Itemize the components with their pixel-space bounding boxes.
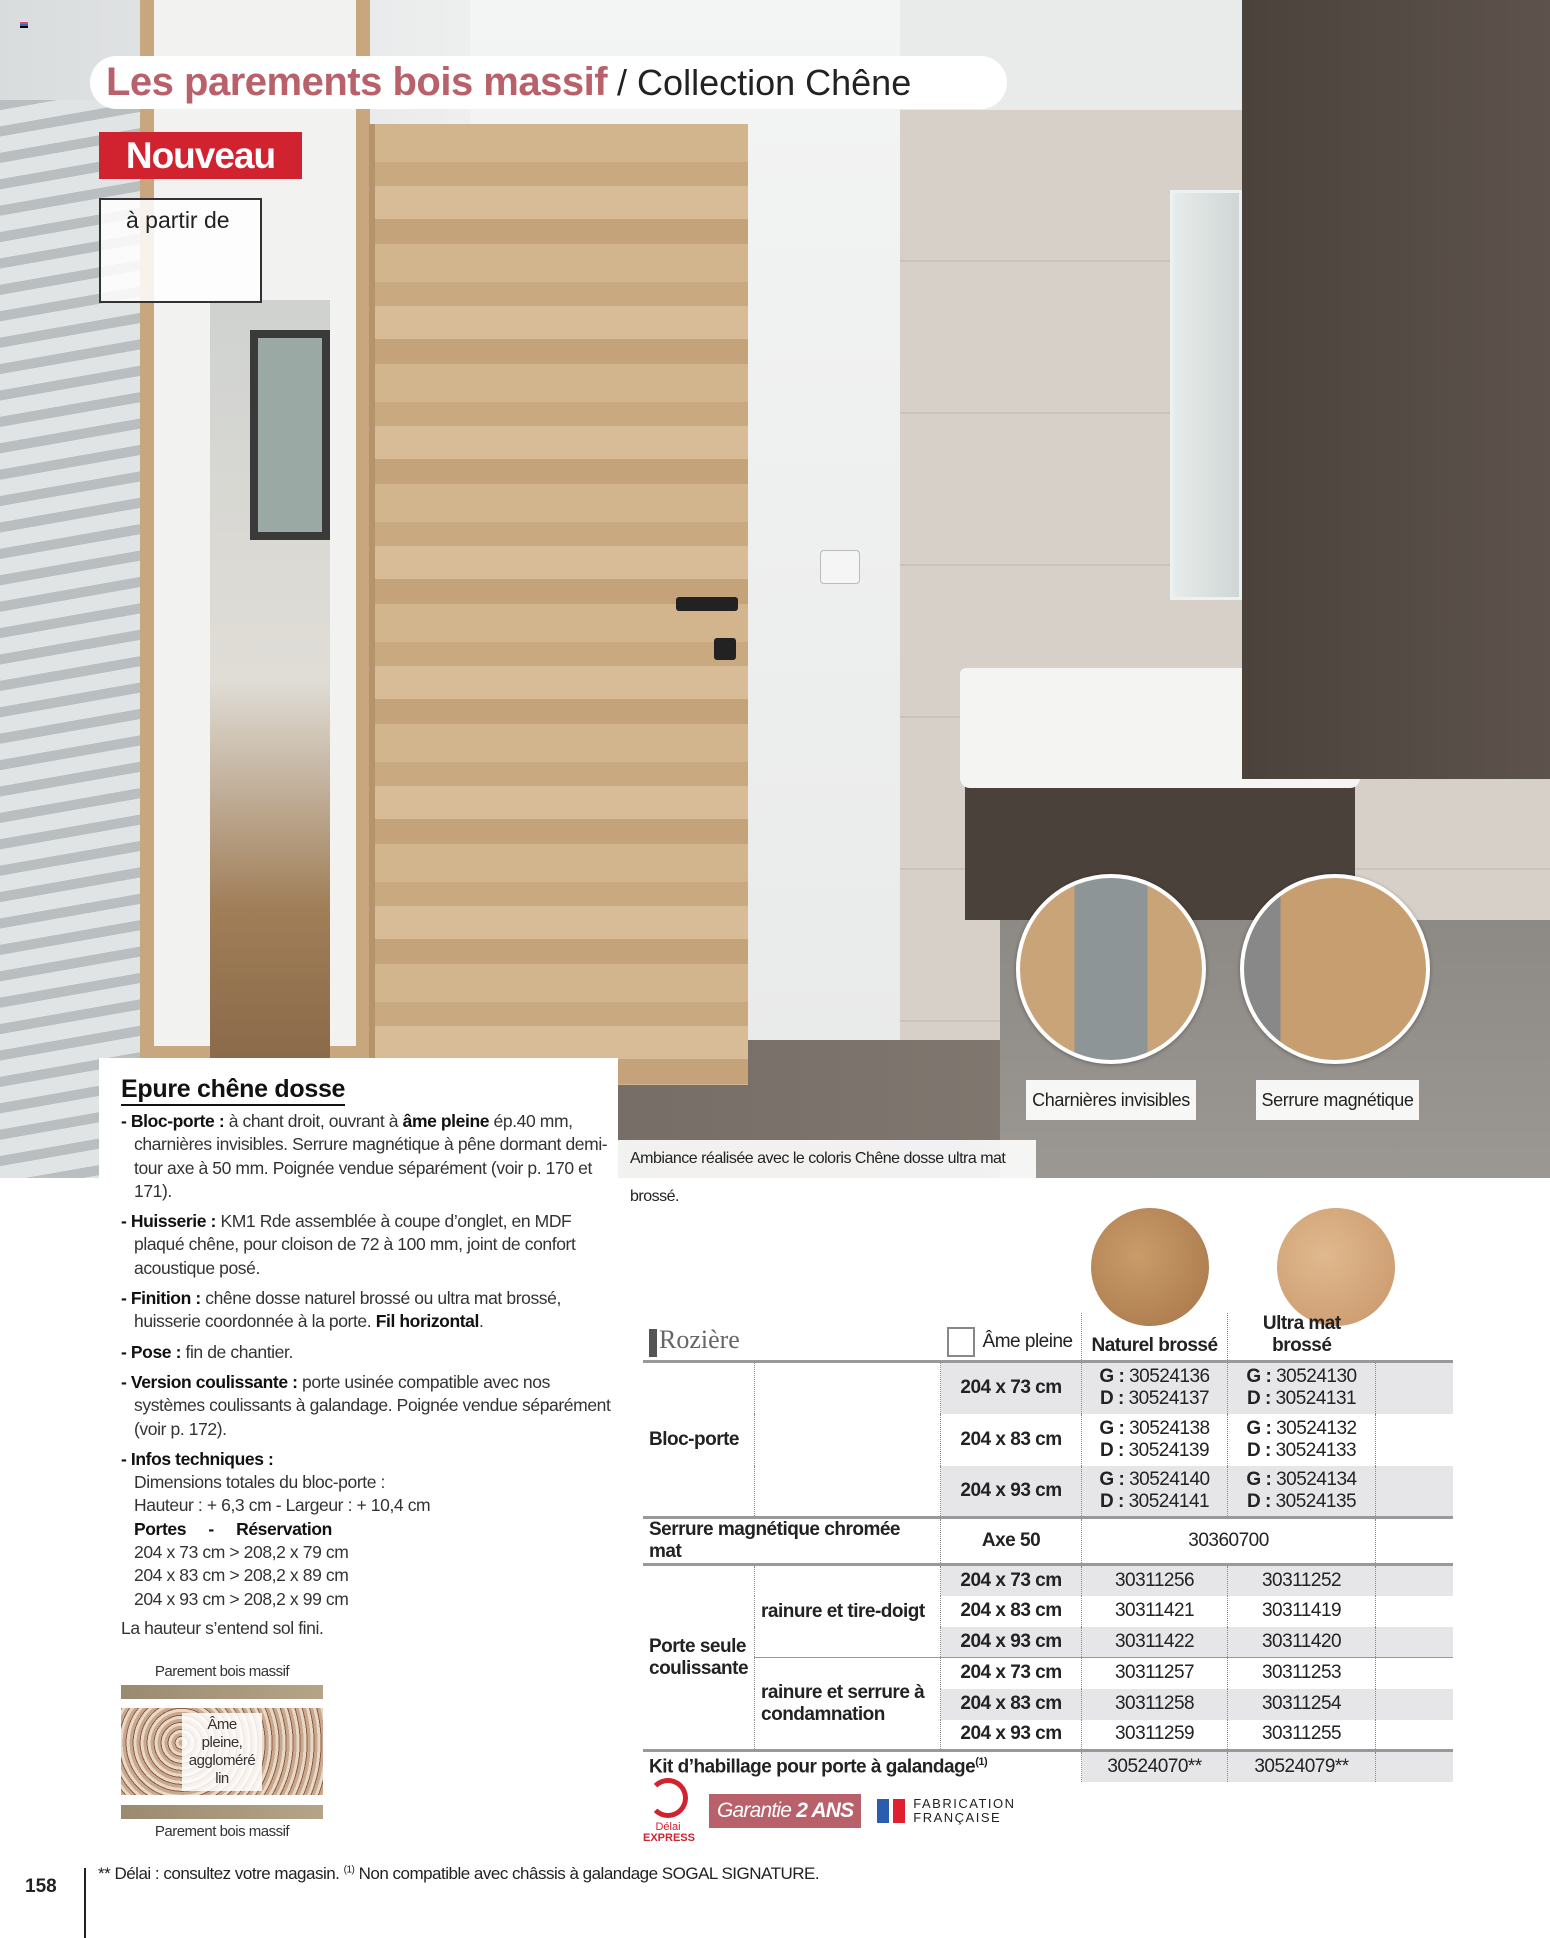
badges <box>643 1778 1016 1844</box>
core-label: Âme pleine, aggloméré lin <box>182 1713 262 1791</box>
door-handle <box>676 597 738 611</box>
table-row: Serrure magnétique chromée mat Axe 50 30360700 <box>643 1518 1453 1565</box>
spec-bloc-porte: - Bloc-porte : à chant droit, ouvrant à âme pleine ép.40 mm, charnières invisibles. Serrure magnétique à pêne dormant demi-tour axe à 50 mm. Poignée vendue séparément (voir p. 170 et 171). <box>121 1111 608 1201</box>
reference-table <box>643 1313 1453 1782</box>
rozière-door-icon <box>649 1329 657 1357</box>
product-description <box>121 1074 611 1640</box>
swatch-naturel-brosse <box>1091 1208 1209 1326</box>
print-color-mark <box>20 22 28 28</box>
made-in-france-badge: FABRICATION FRANÇAISE <box>877 1797 1015 1825</box>
row-label: Bloc-porte <box>649 1428 739 1450</box>
stopwatch-icon <box>648 1778 688 1818</box>
brand-logo: Rozière <box>643 1313 941 1362</box>
table-row: 204 x 83 cm 30311421 30311419 <box>643 1596 1453 1627</box>
page-title <box>90 56 1007 109</box>
core-header: Âme pleine <box>982 1331 1073 1353</box>
table-header <box>643 1313 1453 1362</box>
french-flag-icon <box>877 1799 905 1823</box>
lock-detail-image <box>1240 874 1430 1064</box>
infos-row: 204 x 73 cm > 208,2 x 79 cm <box>134 1542 349 1563</box>
product-title: Epure chêne dosse <box>121 1074 345 1106</box>
table-row: 204 x 93 cm 30311422 30311420 <box>643 1627 1453 1658</box>
swatch-ultra-mat-brosse <box>1277 1208 1395 1326</box>
new-badge: Nouveau <box>99 132 302 179</box>
table-row: rainure et serrure à condamnation 204 x 73 cm 30311257 30311253 <box>643 1658 1453 1689</box>
door-lock-rose <box>714 638 736 660</box>
wall-socket <box>820 550 860 584</box>
wall-cabinet <box>1242 0 1550 779</box>
table-row: 204 x 93 cm G : 30524140 D : 30524141 G : 30524134 D : 30524135 <box>643 1466 1453 1518</box>
core-layer <box>121 1708 323 1795</box>
infos-line: Hauteur : + 6,3 cm - Largeur : + 10,4 cm <box>134 1495 431 1516</box>
hinge-label: Charnières invisibles <box>1026 1080 1196 1120</box>
spec-finition: - Finition : chêne dosse naturel brossé ou ultra mat brossé, huisserie coordonnée à la porte. Fil horizontal. <box>121 1288 561 1332</box>
spec-infos: - Infos techniques : <box>121 1448 274 1469</box>
title-main: Les parements bois massif <box>106 60 608 104</box>
table-row: Bloc-porte 204 x 73 cm G : 30524136 D : 30524137 G : 30524130 D : 30524131 <box>643 1362 1453 1414</box>
veneer-layer-bottom <box>121 1805 323 1819</box>
price-box <box>99 198 262 303</box>
infos-line: Dimensions totales du bloc-porte : <box>134 1472 385 1493</box>
table-row: 204 x 83 cm 30311258 30311254 <box>643 1689 1453 1720</box>
hinge-detail-image <box>1016 874 1206 1064</box>
window <box>250 330 330 540</box>
col-ultra: Ultra mat brossé <box>1228 1313 1376 1362</box>
col-naturel: Naturel brossé <box>1082 1313 1228 1362</box>
title-sub: / Collection Chêne <box>617 61 912 103</box>
table-row: 204 x 93 cm 30311259 30311255 <box>643 1720 1453 1751</box>
lock-label: Serrure magnétique <box>1256 1080 1419 1120</box>
footnote: ** Délai : consultez votre magasin. $^{(1)}$ Non compatible avec châssis à galandage SOGAL SIGNATURE. <box>98 1864 820 1883</box>
delai-express-badge: Délai EXPRESS <box>643 1778 693 1844</box>
table-row: 204 x 83 cm G : 30524138 D : 30524139 G : 30524132 D : 30524133 <box>643 1414 1453 1466</box>
height-note: La hauteur s’entend sol fini. <box>121 1617 324 1638</box>
spec-coulissante: - Version coulissante : porte usinée compatible avec nos systèmes coulissants à galandage. Poignée vendue séparément (voir p. 172). <box>121 1371 611 1439</box>
table-row: Porte seule coulissante rainure et tire-doigt 204 x 73 cm 30311256 30311252 <box>643 1565 1453 1596</box>
price-label: à partir de <box>126 207 230 233</box>
diagram-top-label: Parement bois massif <box>154 1663 290 1680</box>
diagram-bottom-label: Parement bois massif <box>154 1823 290 1840</box>
guarantee-badge: Garantie 2 ANS <box>709 1794 861 1828</box>
infos-head: Portes - Réservation <box>134 1518 332 1539</box>
divider <box>84 1868 86 1938</box>
mirror <box>1170 190 1242 600</box>
veneer-layer-top <box>121 1685 323 1699</box>
spec-pose: - Pose : fin de chantier. <box>121 1341 293 1362</box>
page-number: 158 <box>25 1876 57 1897</box>
infos-row: 204 x 93 cm > 208,2 x 99 cm <box>134 1588 349 1609</box>
photo-caption: Ambiance réalisée avec le coloris Chêne dosse ultra mat brossé. <box>618 1140 1036 1178</box>
solid-core-icon <box>947 1327 975 1357</box>
infos-row: 204 x 83 cm > 208,2 x 89 cm <box>134 1565 349 1586</box>
table-row: Kit d’habillage pour porte à galandage$^{(1)}$ 30524070** 30524079** <box>643 1751 1453 1782</box>
spec-huisserie: - Huisserie : KM1 Rde assemblée à coupe d’onglet, en MDF plaqué chêne, pour cloison de 72 à 100 mm, joint de confort acoustique posé. <box>121 1211 576 1278</box>
